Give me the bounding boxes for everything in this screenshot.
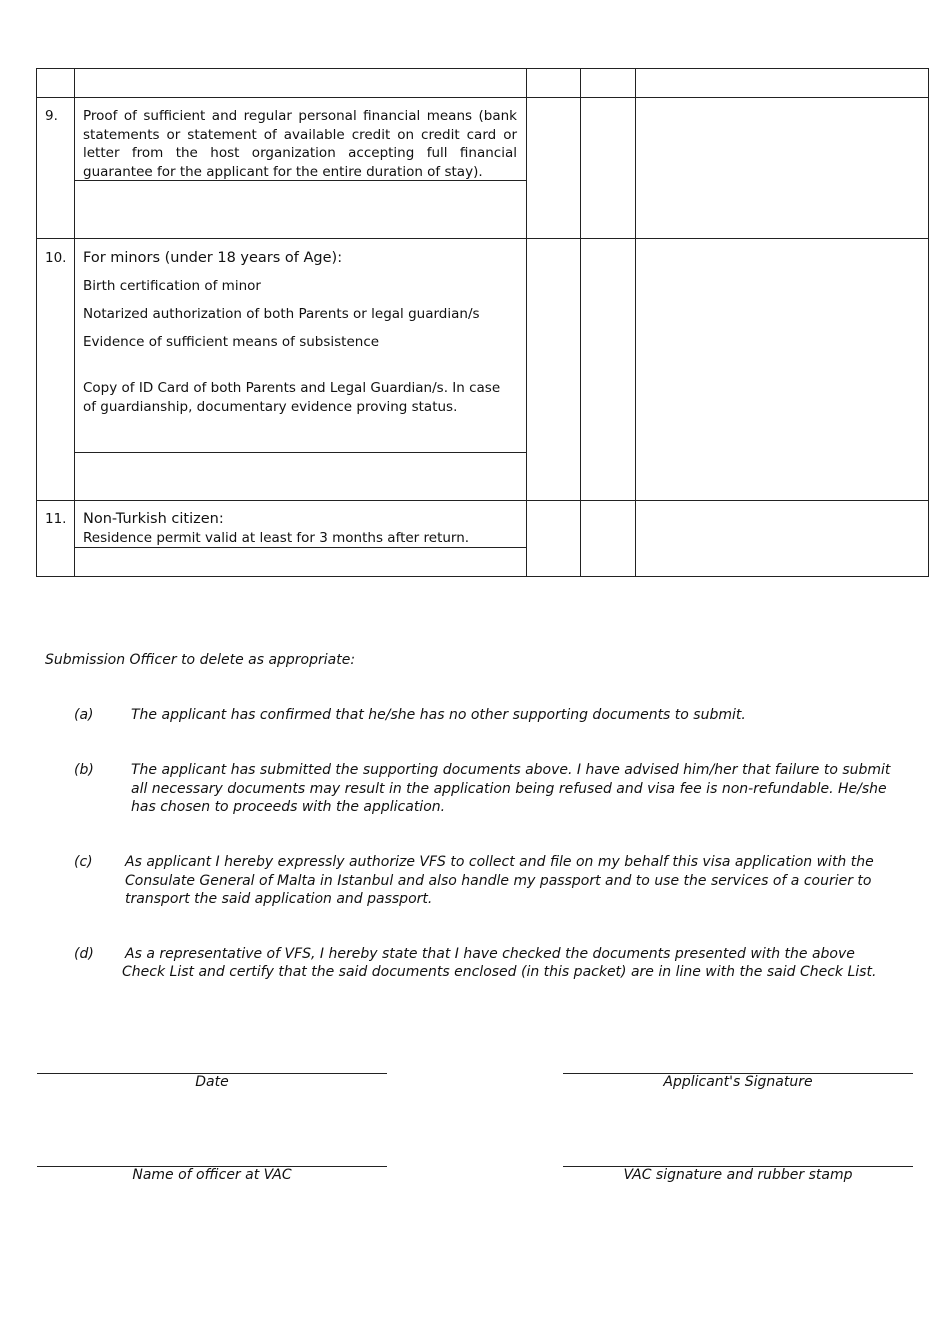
date-label: Date: [195, 1074, 229, 1090]
row-10-heading: For minors (under 18 years of Age):: [83, 250, 343, 266]
declaration-text-c: As applicant I hereby expressly authorize VFS to collect and file on my behalf this visa application with the Consulate General of Malta in Istanbul and also handle my passport and to use the services of a courier to transport the said application and passport.: [125, 854, 874, 907]
declaration-text-d-line1: As a representative of VFS, I hereby state that I have checked the documents presented with the above: [125, 946, 855, 962]
row-number-10: 10.: [45, 250, 67, 266]
row-11-heading: Non-Turkish citizen:: [83, 511, 224, 527]
row-9-description: Proof of sufficient and regular personal financial means (bank statements or statement of available credit on credit card or letter from the host organization accepting full financial guarantee for the applicant for the entire duration of stay).: [83, 108, 517, 180]
declaration-label-b: (b): [74, 762, 94, 778]
applicant-signature-label: Applicant's Signature: [663, 1074, 813, 1090]
declaration-text-b: The applicant has submitted the supporting documents above. I have advised him/her that failure to submit all necessary documents may result in the application being refused and visa fee is non-refundable. He/she has chosen to proceeds with the application.: [131, 762, 891, 815]
officer-name-label: Name of officer at VAC: [132, 1167, 292, 1183]
declaration-text-a: The applicant has confirmed that he/she has no other supporting documents to submit.: [131, 707, 746, 723]
row-number-11: 11.: [45, 511, 67, 527]
vac-signature-label: VAC signature and rubber stamp: [623, 1167, 853, 1183]
row-number-9: 9.: [45, 108, 58, 124]
declaration-label-c: (c): [74, 854, 93, 870]
row-11-detail: Residence permit valid at least for 3 months after return.: [83, 530, 470, 546]
row-10-item: Copy of ID Card of both Parents and Legal Guardian/s. In case of guardianship, documentary evidence proving status.: [83, 380, 501, 415]
row-10-item: Birth certification of minor: [83, 278, 261, 294]
row-10-item: Evidence of sufficient means of subsistence: [83, 334, 380, 350]
submission-officer-note: Submission Officer to delete as appropriate:: [45, 652, 356, 668]
declaration-text-d-line2: Check List and certify that the said documents enclosed (in this packet) are in line with the said Check List.: [122, 964, 877, 980]
declaration-label-d: (d): [74, 946, 94, 962]
declaration-label-a: (a): [74, 707, 94, 723]
row-10-item: Notarized authorization of both Parents or legal guardian/s: [83, 306, 480, 322]
